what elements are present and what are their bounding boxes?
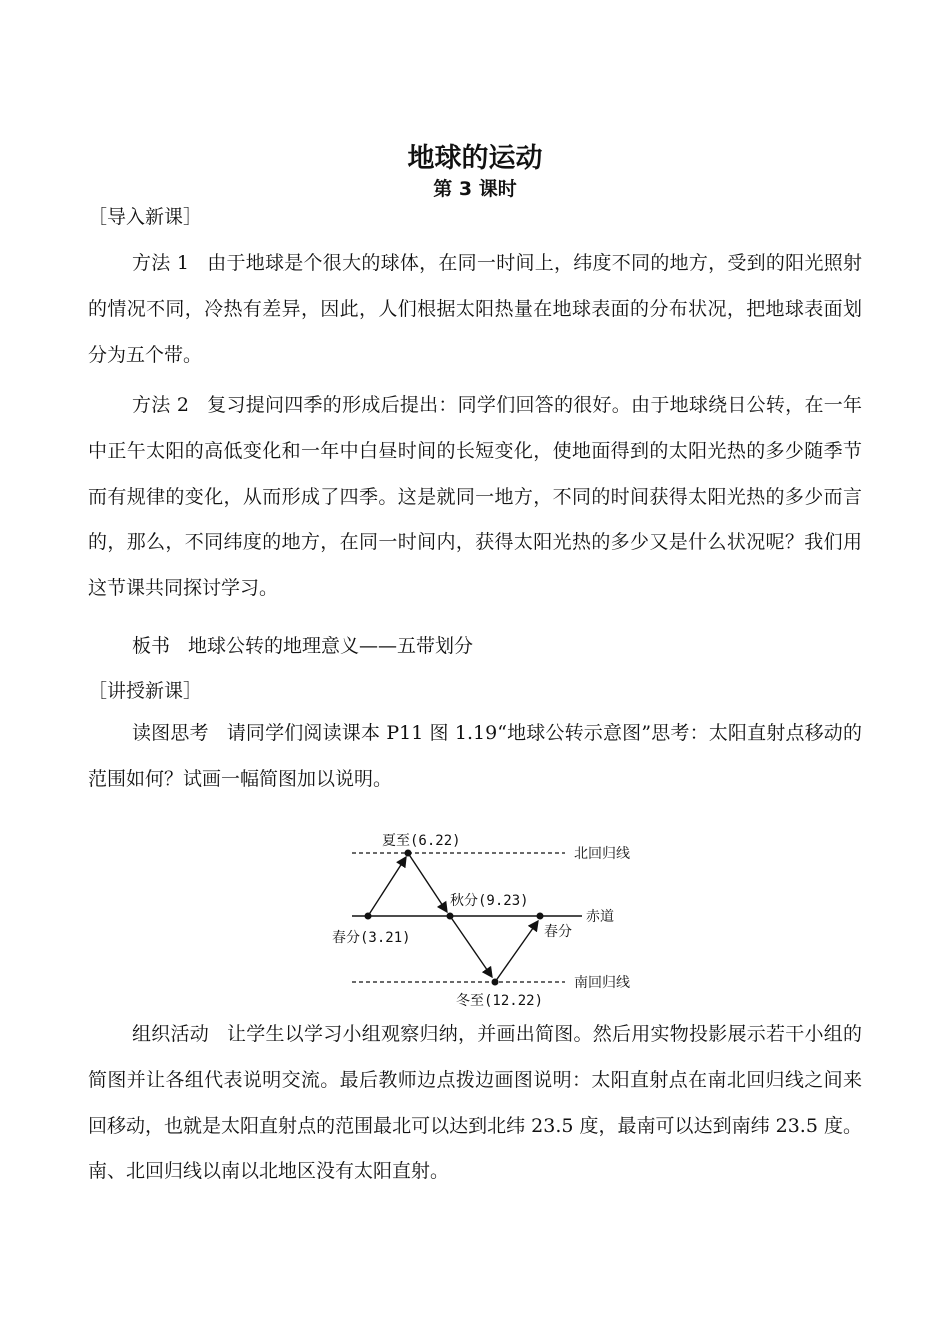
label-autumn-equinox: 秋分(9.23) [450, 893, 529, 909]
label-south-tropic: 南回归线 [574, 975, 630, 991]
activity-text: 让学生以学习小组观察归纳，并画出简图。然后用实物投影展示若干小组的简图并让各组代表说明交流。最后教师边点拨边画图说明：太阳直射点在南北回归线之间来回移动，也就是太阳直射点的范围最北可以达到北纬 23.5 度，最南可以达到南纬 23.5 度。南、北回归线以南以北地区没有太阳直射。 [88, 1023, 862, 1183]
reading-label: 读图思考 [132, 722, 209, 744]
label-winter-solstice: 冬至(12.22) [456, 993, 544, 1009]
section-heading-intro: ［导入新课］ [88, 206, 203, 228]
paragraph-method-1 [88, 241, 862, 378]
point-summer-solstice [405, 850, 412, 857]
method-1-text: 由于地球是个很大的球体，在同一时间上，纬度不同的地方，受到的阳光照射的情况不同，冷热有差异，因此，人们根据太阳热量在地球表面的分布状况，把地球表面划分为五个带。 [88, 252, 862, 366]
path-winter-to-spring [495, 921, 538, 982]
path-summer-to-autumn [408, 853, 447, 912]
paragraph-board [132, 632, 473, 660]
board-text: 地球公转的地理意义——五带划分 [188, 635, 474, 657]
page-title: 地球的运动 [407, 143, 543, 174]
label-summer-solstice: 夏至(6.22) [382, 833, 461, 849]
point-winter-solstice [492, 979, 499, 986]
method-2-text: 复习提问四季的形成后提出：同学们回答的很好。由于地球绕日公转，在一年中正午太阳的高低变化和一年中白昼时间的长短变化，使地面得到的太阳光热的多少随季节而有规律的变化，从而形成了四季。这是就同一地方，不同的时间获得太阳光热的多少而言的，那么，不同纬度的地方，在同一时间内，获得太阳光热的多少又是什么状况呢？我们用这节课共同探讨学习。 [88, 394, 862, 600]
page-subtitle: 第 3 课时 [433, 178, 517, 200]
paragraph-reading [88, 711, 862, 803]
path-autumn-to-winter [450, 916, 492, 977]
label-north-tropic: 北回归线 [574, 846, 630, 862]
label-spring-equinox-2: 春分 [544, 924, 572, 940]
path-spring-to-summer [368, 857, 406, 916]
point-spring-equinox [365, 913, 372, 920]
activity-label: 组织活动 [132, 1023, 209, 1045]
reading-text: 请同学们阅读课本 P11 图 1.19“地球公转示意图”思考：太阳直射点移动的范围如何？试画一幅简图加以说明。 [88, 722, 862, 790]
paragraph-activity [88, 1012, 862, 1195]
subsolar-point-svg [320, 825, 660, 1015]
label-equator: 赤道 [586, 909, 614, 925]
paragraph-method-2 [88, 383, 862, 612]
section-heading-lecture: ［讲授新课］ [88, 680, 203, 702]
point-autumn-equinox [447, 913, 454, 920]
method-1-label: 方法 1 [132, 252, 189, 274]
point-spring-equinox-2 [537, 913, 544, 920]
label-spring-equinox: 春分(3.21) [332, 930, 411, 946]
board-label: 板书 [132, 635, 171, 657]
subsolar-point-diagram [320, 825, 660, 1015]
method-2-label: 方法 2 [132, 394, 189, 416]
